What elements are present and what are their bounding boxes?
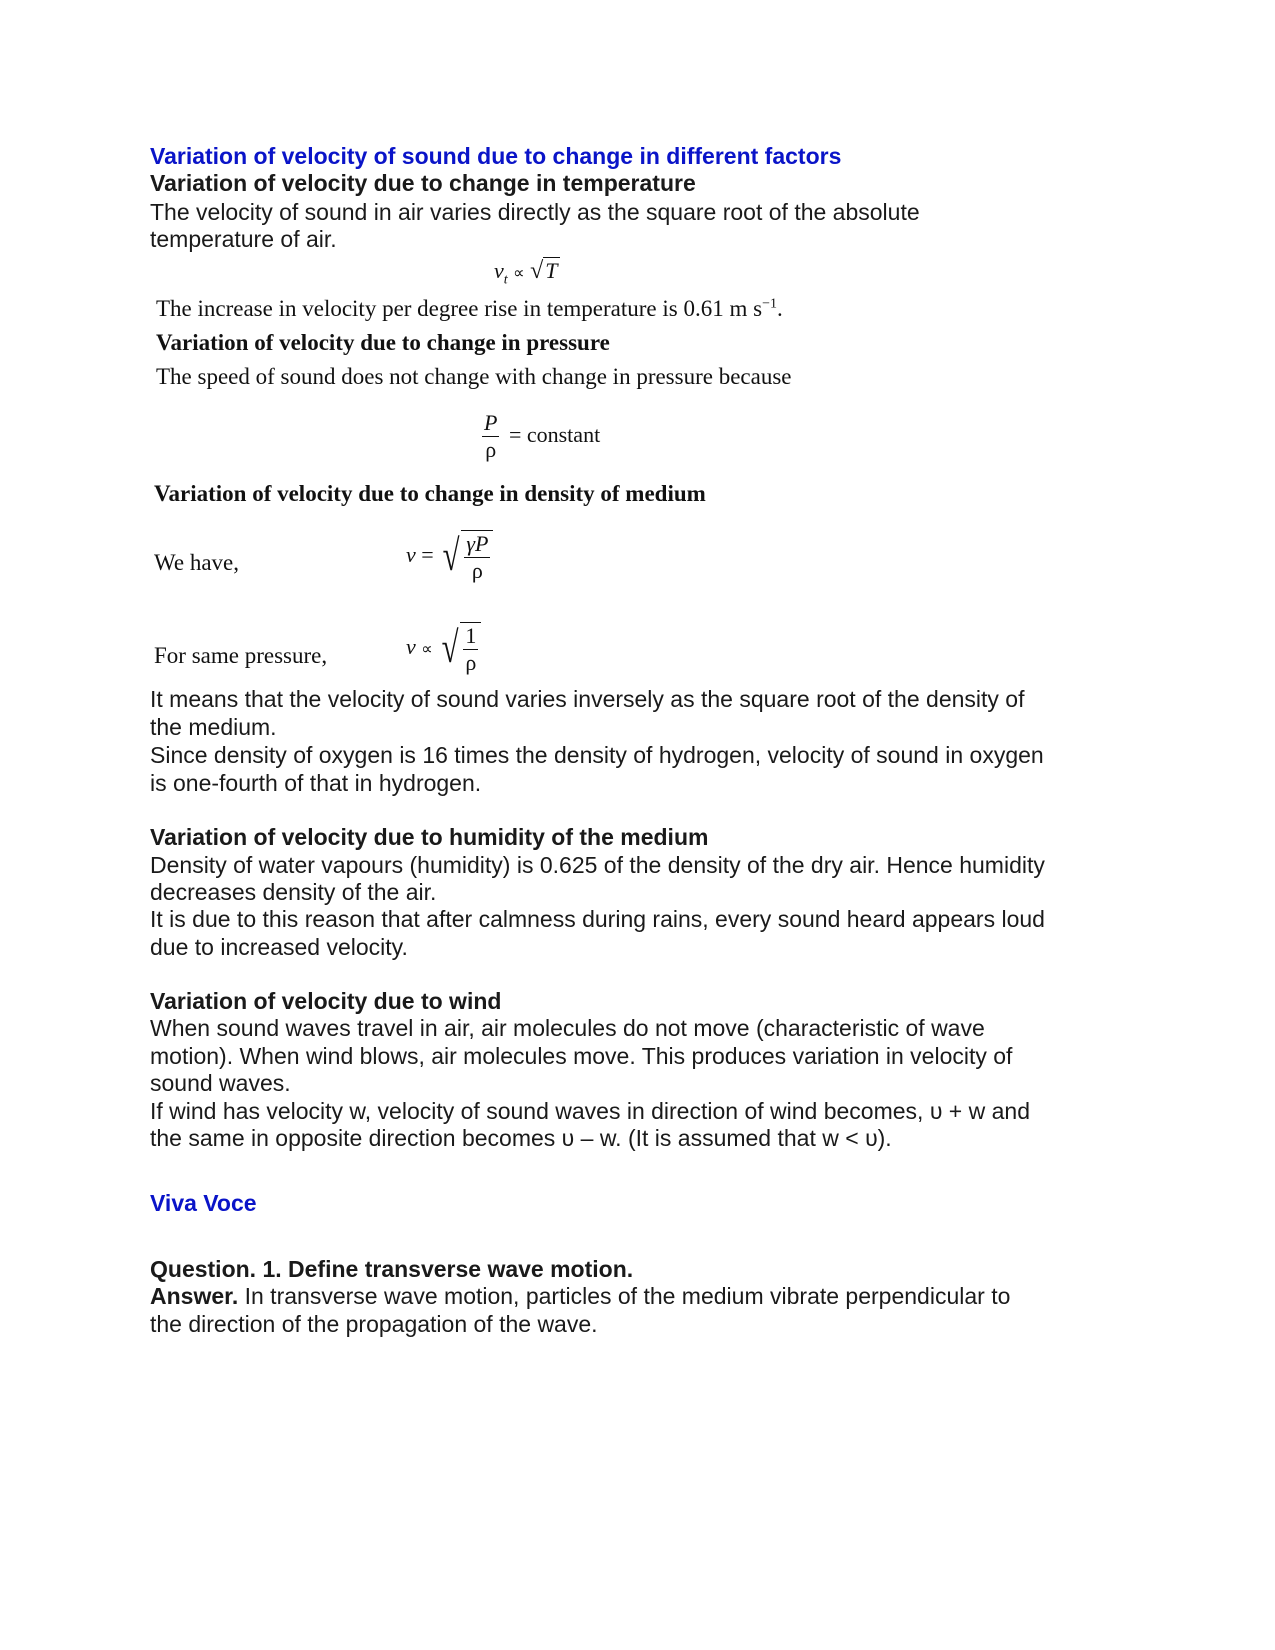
wind-line1: When sound waves travel in air, air molecules do not move (characteristic of wave xyxy=(150,1015,985,1041)
fraction-denominator: ρ xyxy=(465,650,477,675)
we-have-label: We have, xyxy=(154,550,239,575)
temperature-heading: Variation of velocity due to change in temperature xyxy=(150,170,696,196)
wind-line2: motion). When wind blows, air molecules move. This produces variation in velocity of xyxy=(150,1043,1013,1069)
humidity-line2: decreases density of the air. xyxy=(150,879,437,905)
radicand xyxy=(461,530,493,584)
equals-symbol: = xyxy=(421,542,434,568)
wind-heading: Variation of velocity due to wind xyxy=(150,988,502,1014)
radical-symbol: √ xyxy=(530,258,544,284)
density-formula-2 xyxy=(406,622,481,676)
sqrt-fraction xyxy=(463,623,478,676)
pressure-fraction xyxy=(482,410,499,463)
question-1: Question. 1. Define transverse wave motion. xyxy=(150,1256,634,1282)
radical-symbol: √ xyxy=(441,623,459,672)
main-title: Variation of velocity of sound due to change in different factors xyxy=(150,143,842,169)
humidity-line4: due to increased velocity. xyxy=(150,934,408,960)
density-para1-line2: the medium. xyxy=(150,714,277,740)
fraction-numerator: 1 xyxy=(465,623,477,648)
sqrt-fraction xyxy=(464,531,490,584)
formula-lhs: v xyxy=(494,258,504,283)
fraction-denominator: ρ xyxy=(485,437,497,462)
humidity-heading: Variation of velocity due to humidity of the medium xyxy=(150,824,709,850)
wind-line4: If wind has velocity w, velocity of sound waves in direction of wind becomes, υ + w and xyxy=(150,1098,1030,1124)
fraction-numerator: P xyxy=(484,410,498,435)
increase-exponent: −1 xyxy=(762,296,777,312)
answer-line2: the direction of the propagation of the wave. xyxy=(150,1311,598,1337)
pressure-para: The speed of sound does not change with change in pressure because xyxy=(156,364,792,389)
humidity-line1: Density of water vapours (humidity) is 0.625 of the density of the dry air. Hence humidity xyxy=(150,852,1045,878)
proportional-symbol: ∝ xyxy=(421,641,433,659)
answer-line1 xyxy=(150,1283,1010,1310)
pressure-heading: Variation of velocity due to change in pressure xyxy=(156,330,610,355)
density-para2-line1: Since density of oxygen is 16 times the density of hydrogen, velocity of sound in oxygen xyxy=(150,742,1044,768)
increase-text: The increase in velocity per degree rise in temperature is 0.61 m s xyxy=(156,296,763,321)
humidity-line3: It is due to this reason that after calmness during rains, every sound heard appears loud xyxy=(150,906,1045,932)
fraction-denominator: ρ xyxy=(471,558,483,583)
wind-line3: sound waves. xyxy=(150,1070,291,1096)
radicand xyxy=(460,622,481,676)
answer-text: In transverse wave motion, particles of the medium vibrate perpendicular to xyxy=(238,1283,1011,1309)
formula-lhs: v xyxy=(406,542,416,568)
square-root xyxy=(439,530,493,584)
formula-radicand: T xyxy=(545,258,558,283)
square-root xyxy=(438,622,481,676)
pressure-formula xyxy=(482,410,600,463)
same-pressure-label: For same pressure, xyxy=(154,643,328,668)
temperature-increase-text xyxy=(156,296,783,322)
temperature-formula xyxy=(494,258,560,288)
proportional-symbol: ∝ xyxy=(513,265,525,282)
wind-line5: the same in opposite direction becomes υ – w. (It is assumed that w < υ). xyxy=(150,1125,892,1151)
answer-label: Answer. xyxy=(150,1283,239,1309)
density-para2-line2: is one-fourth of that in hydrogen. xyxy=(150,770,482,796)
fraction-numerator: γP xyxy=(466,531,489,556)
formula-lhs-subscript: t xyxy=(503,272,508,288)
increase-end: . xyxy=(776,296,783,321)
density-para1-line1: It means that the velocity of sound varies inversely as the square root of the density of xyxy=(150,686,1025,712)
density-formula-1 xyxy=(406,530,493,584)
formula-lhs: v xyxy=(406,634,416,660)
viva-voce-heading: Viva Voce xyxy=(150,1190,257,1216)
temperature-para-line2: temperature of air. xyxy=(150,226,337,252)
formula-rhs: = constant xyxy=(508,421,601,447)
density-heading: Variation of velocity due to change in density of medium xyxy=(154,481,706,506)
radical-symbol: √ xyxy=(442,531,460,580)
temperature-para-line1: The velocity of sound in air varies directly as the square root of the absolute xyxy=(150,199,920,225)
